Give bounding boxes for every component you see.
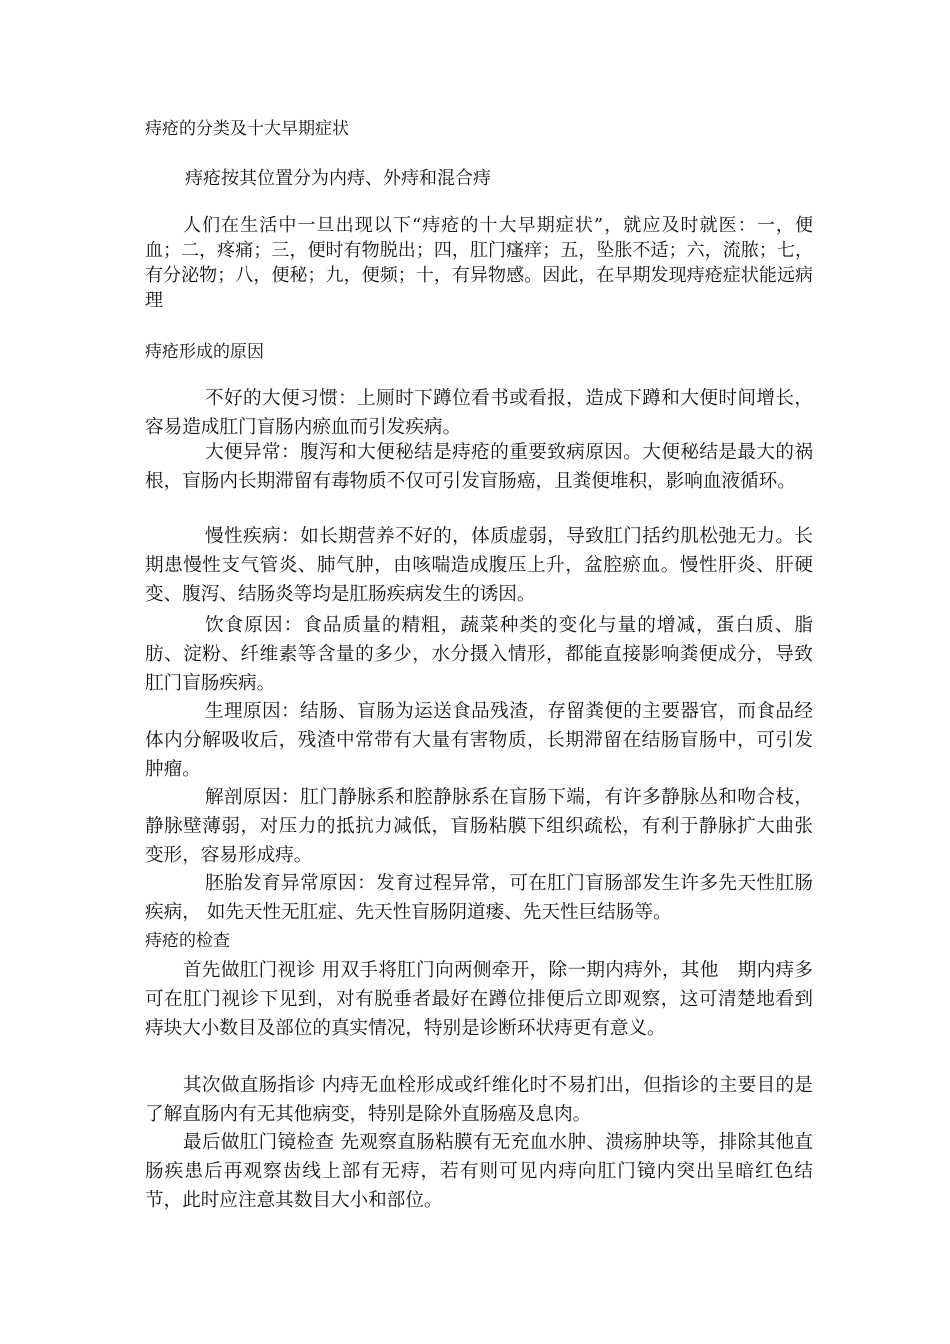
subtitle: 痔疮按其位置分为内痔、外痔和混合痔	[185, 168, 491, 189]
causes-heading: 痔疮形成的原因	[145, 342, 264, 362]
exam-paragraph: 最后做肛门镜检查 先观察直肠粘膜有无充血水肿、溃疡肿块等，排除其他直肠疾患后再观察齿线上部有无痔，若有则可见内痔向肛门镜内突出呈暗红色结节，此时应注意其数目大小和部位。	[145, 1132, 813, 1211]
page-title: 痔疮的分类及十大早期症状	[145, 119, 349, 139]
cause-paragraph: 慢性疾病：如长期营养不好的，体质虚弱，导致肛门括约肌松弛无力。长期患慢性支气管炎、肺气肿，由咳喘造成腹压上升，盆腔瘀血。慢性肝炎、肝硬变、腹泻、结肠炎等均是肛肠疾病发生的诱因。	[145, 526, 813, 605]
intro-paragraph: 人们在生活中一旦出现以下“痔疮的十大早期症状”，就应及时就医：一，便血；二，疼痛；三，便时有物脱出；四，肛门瘙痒；五，坠胀不适；六，流脓；七，有分泌物；八，便秘；九，便频；十，有异物感。因此，在早期发现痔疮症状能远病理	[145, 215, 813, 311]
cause-paragraph: 解剖原因：肛门静脉系和腔静脉系在盲肠下端，有许多静脉丛和吻合枝，静脉壁薄弱，对压力的抵抗力减低，盲肠粘膜下组织疏松，有利于静脉扩大曲张变形，容易形成痔。	[145, 787, 813, 866]
cause-paragraph: 不好的大便习惯：上厕时下蹲位看书或看报，造成下蹲和大便时间增长，容易造成肛门盲肠内瘀血而引发疾病。	[145, 388, 813, 438]
exam-paragraph: 首先做肛门视诊 用双手将肛门向两侧牵开，除一期内痔外，其他 期内痔多可在肛门视诊下见到，对有脱垂者最好在蹲位排便后立即观察，这可清楚地看到痔块大小数目及部位的真实情况，特别是诊断环状痔更有意义。	[145, 960, 813, 1039]
cause-paragraph: 大便异常：腹泻和大便秘结是痔疮的重要致病原因。大便秘结是最大的祸根，盲肠内长期滞留有毒物质不仅可引发盲肠癌，且粪便堆积，影响血液循环。	[145, 442, 813, 492]
cause-paragraph: 胚胎发育异常原因：发育过程异常，可在肛门盲肠部发生许多先天性肛肠疾病， 如先天性无肛症、先天性盲肠阴道瘘、先天性巨结肠等。	[145, 873, 813, 923]
exam-heading: 痔疮的检查	[145, 931, 230, 951]
cause-paragraph: 饮食原因：食品质量的精粗，蔬菜种类的变化与量的增减，蛋白质、脂肪、淀粉、纤维素等含量的多少，水分摄入情形，都能直接影响粪便成分，导致肛门盲肠疾病。	[145, 615, 813, 694]
cause-paragraph: 生理原因：结肠、盲肠为运送食品残渣，存留粪便的主要器官，而食品经体内分解吸收后，残渣中常带有大量有害物质，长期滞留在结肠盲肠中，可引发肿瘤。	[145, 701, 813, 780]
exam-paragraph: 其次做直肠指诊 内痔无血栓形成或纤维化时不易扪出，但指诊的主要目的是了解直肠内有无其他病变，特别是除外直肠癌及息肉。	[145, 1075, 813, 1125]
